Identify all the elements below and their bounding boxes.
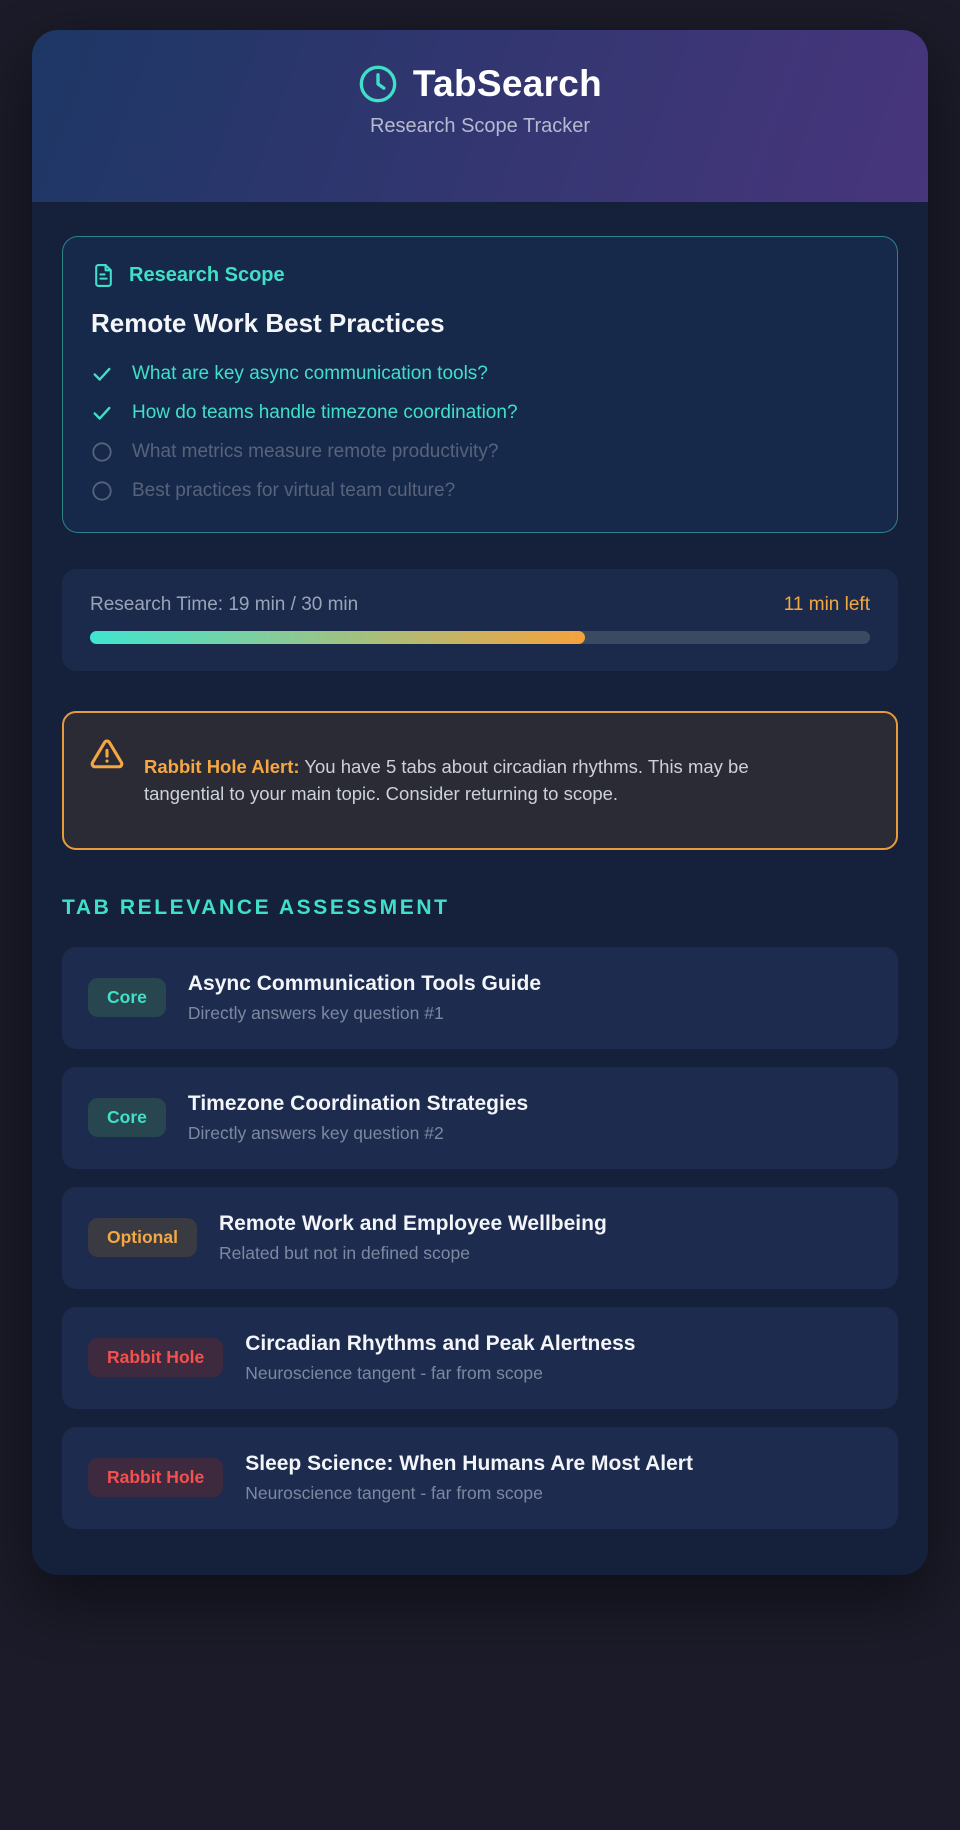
scope-question-label: What metrics measure remote productivity? <box>132 441 499 462</box>
alert-message: You have 5 tabs about circadian rhythms. This may be tangential to your main topic. Consider returning to scope. <box>144 755 749 805</box>
timer-progress-fill <box>90 631 585 644</box>
scope-question <box>91 363 869 385</box>
tab-note: Directly answers key question #1 <box>187 1002 444 1023</box>
scope-question-label: How do teams handle timezone coordination? <box>132 402 518 423</box>
tab-text <box>219 1212 607 1264</box>
tab-text <box>188 1092 528 1144</box>
timer-row <box>90 594 870 616</box>
check-icon <box>91 363 113 385</box>
tab-note: Neuroscience tangent - far from scope <box>245 1362 543 1383</box>
tab-list <box>62 947 898 1576</box>
tab-text <box>245 1332 635 1384</box>
title-row <box>32 63 928 105</box>
scope-heading-label: Research Scope <box>129 264 285 286</box>
tab-title: Timezone Coordination Strategies <box>187 1091 529 1115</box>
tab-item[interactable] <box>62 947 898 1049</box>
timer-progress-track <box>90 631 870 644</box>
header <box>32 30 928 202</box>
scope-topic: Remote Work Best Practices <box>91 308 445 338</box>
tab-relevance-badge: Rabbit Hole <box>88 1338 223 1377</box>
rabbit-hole-alert <box>62 711 898 850</box>
timer-label: Research Time: 19 min / 30 min <box>90 594 359 615</box>
tab-item[interactable] <box>62 1427 898 1529</box>
scope-question <box>91 402 869 424</box>
clock-icon <box>358 64 398 104</box>
tab-relevance-badge: Rabbit Hole <box>88 1458 223 1497</box>
alert-title: Rabbit Hole Alert: <box>144 755 300 777</box>
content <box>32 202 928 1575</box>
tab-title: Circadian Rhythms and Peak Alertness <box>245 1331 636 1355</box>
tab-item[interactable] <box>62 1187 898 1289</box>
tab-title: Async Communication Tools Guide <box>187 971 542 995</box>
tab-note: Related but not in defined scope <box>218 1242 470 1263</box>
scope-question-label: What are key async communication tools? <box>132 363 488 384</box>
app-subtitle: Research Scope Tracker <box>369 115 591 137</box>
timer-remaining-label: 11 min left <box>783 594 870 615</box>
timer-panel <box>62 569 898 671</box>
app-title: TabSearch <box>412 63 603 104</box>
tab-text <box>188 972 541 1024</box>
warning-triangle-icon <box>90 737 124 771</box>
scope-question-label: Best practices for virtual team culture? <box>132 480 456 501</box>
tab-item[interactable] <box>62 1307 898 1409</box>
tab-title: Remote Work and Employee Wellbeing <box>218 1211 607 1235</box>
app-card <box>32 30 928 1575</box>
tab-relevance-badge: Optional <box>88 1218 197 1257</box>
tab-note: Directly answers key question #2 <box>187 1122 444 1143</box>
alert-text <box>144 753 824 809</box>
tab-item[interactable] <box>62 1067 898 1169</box>
question-list <box>91 363 869 502</box>
tab-text <box>245 1452 693 1504</box>
tab-relevance-badge: Core <box>88 1098 166 1137</box>
scope-panel-heading <box>91 263 869 288</box>
circle-icon <box>91 441 113 463</box>
document-icon <box>91 263 116 288</box>
assessment-section-heading: TAB RELEVANCE ASSESSMENT <box>62 895 450 919</box>
scope-question <box>91 441 869 463</box>
tab-note: Neuroscience tangent - far from scope <box>245 1482 543 1503</box>
tab-title: Sleep Science: When Humans Are Most Alert <box>245 1451 693 1475</box>
check-icon <box>91 402 113 424</box>
circle-icon <box>91 480 113 502</box>
scope-panel <box>62 236 898 533</box>
scope-question <box>91 480 869 502</box>
tab-relevance-badge: Core <box>88 978 166 1017</box>
